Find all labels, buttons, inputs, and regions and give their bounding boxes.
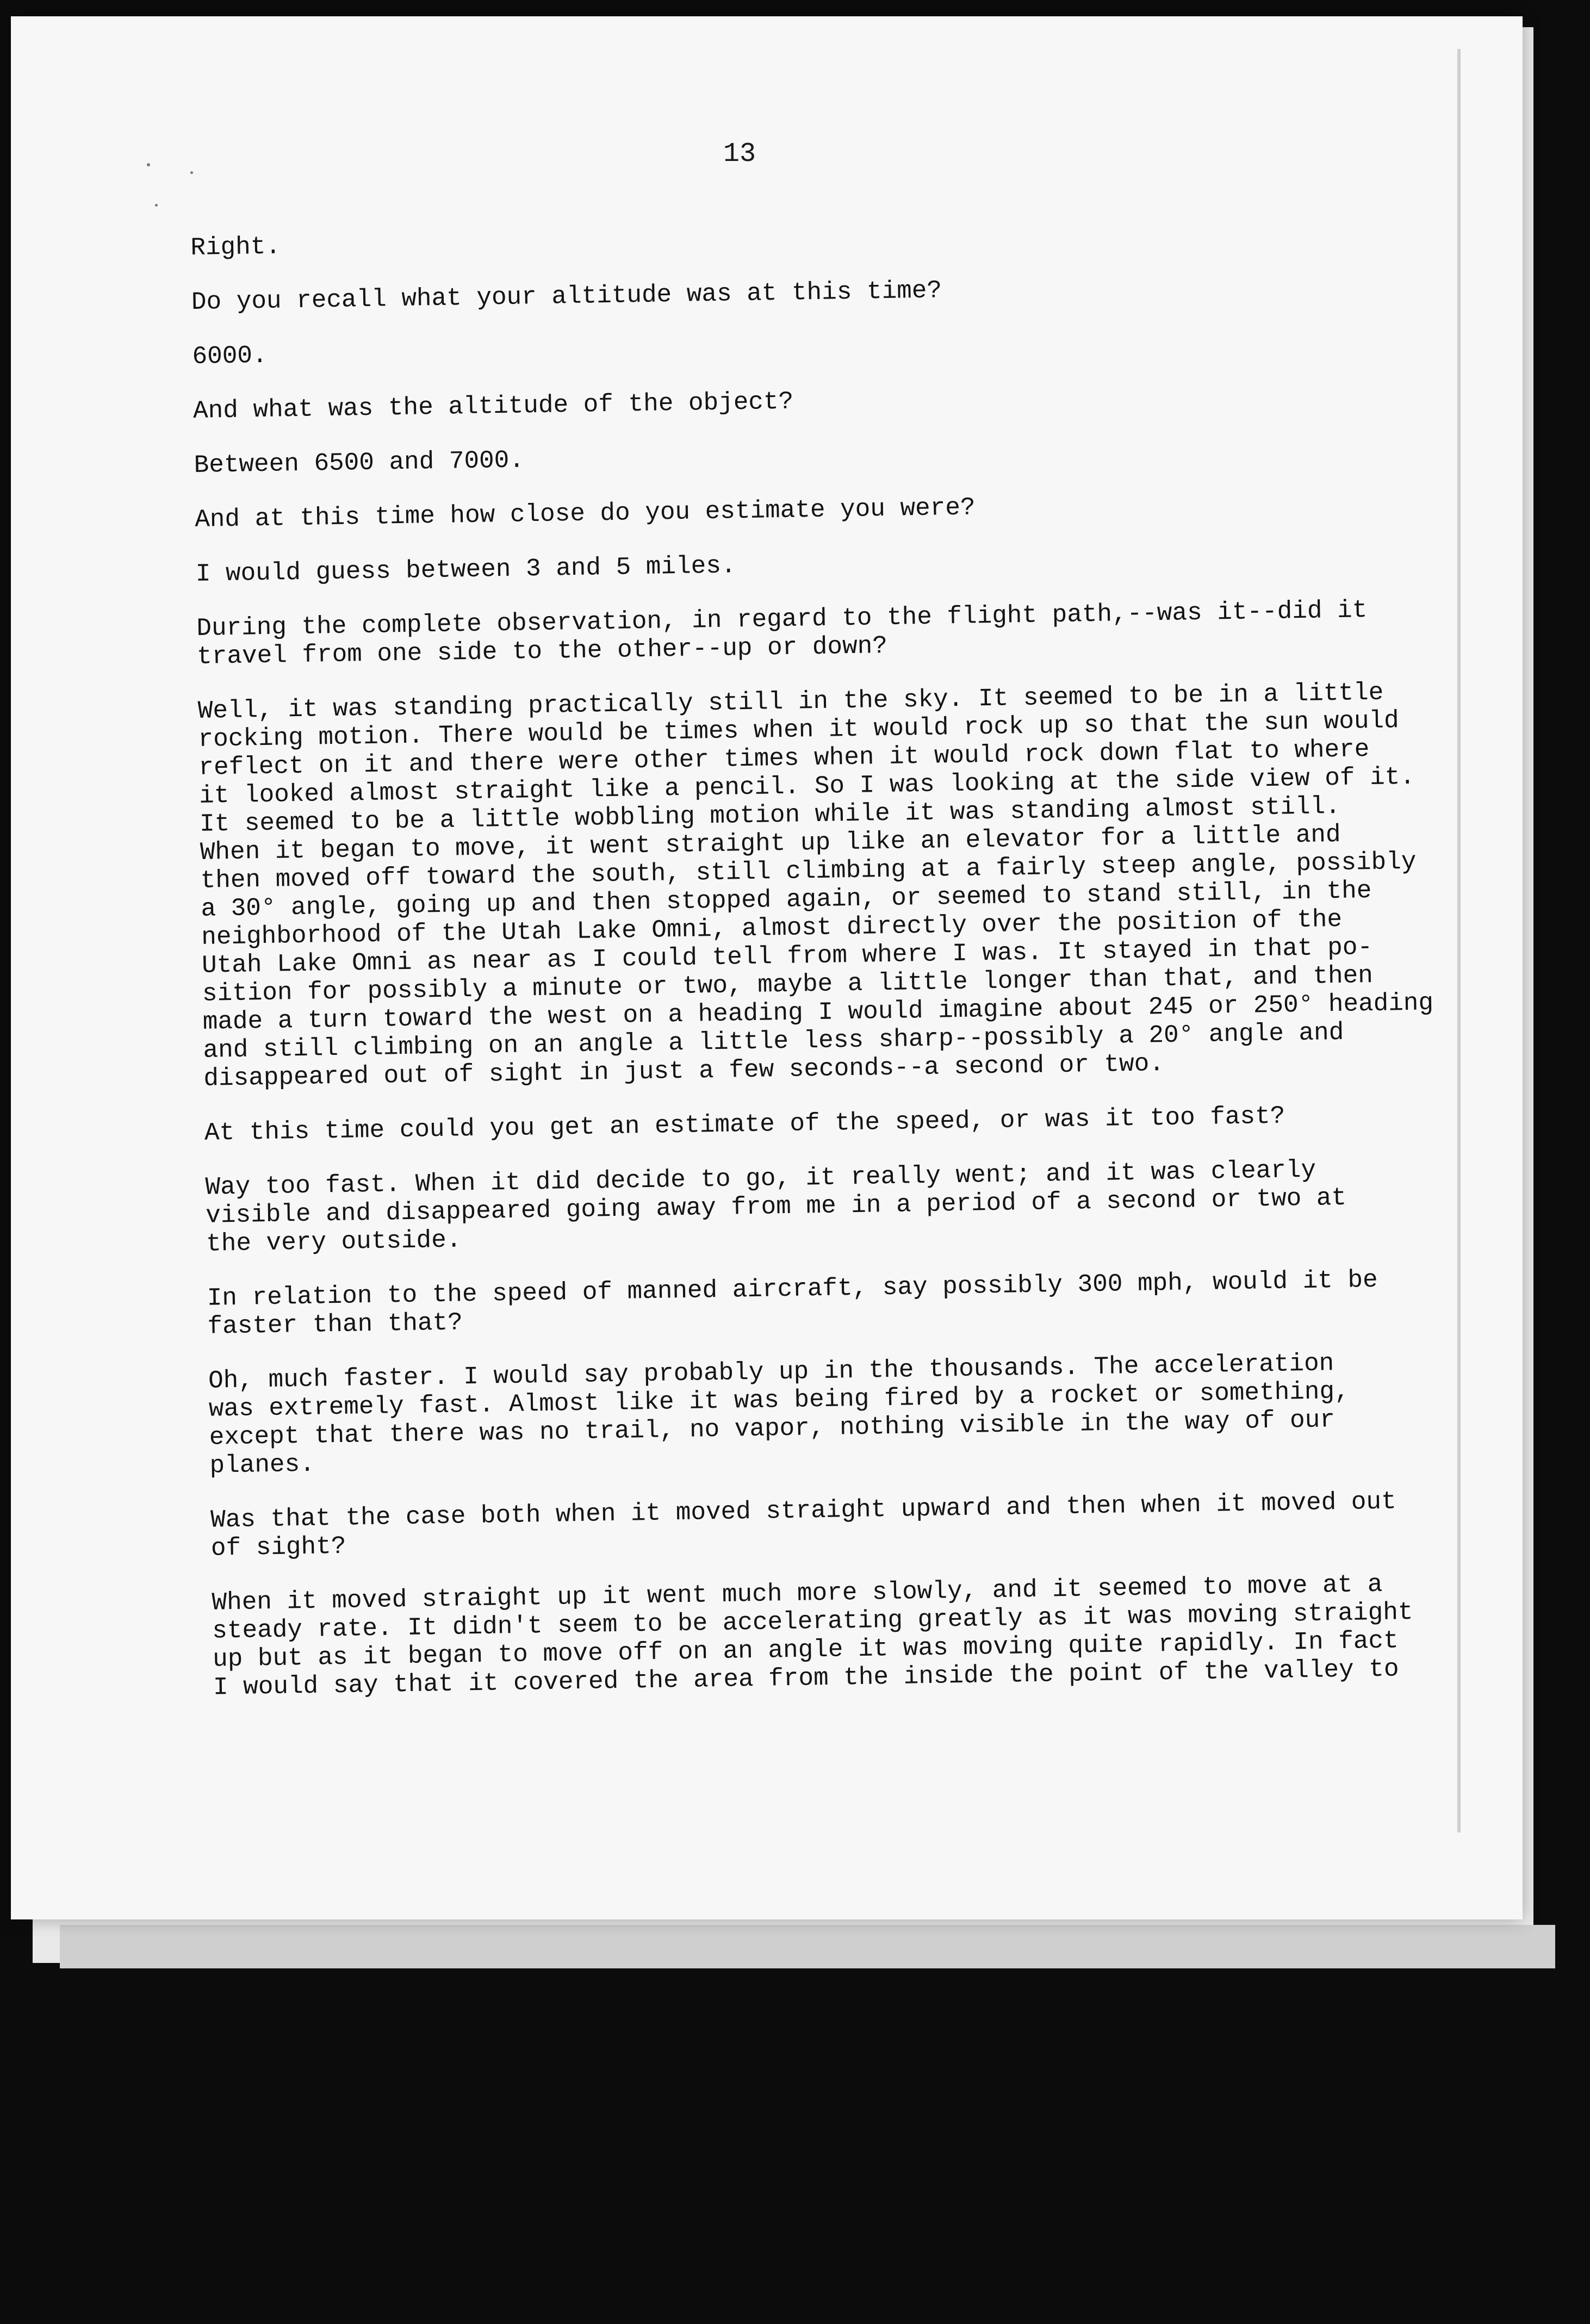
transcript-paragraph: Right.: [190, 232, 281, 262]
page-number: 13: [723, 139, 756, 170]
transcript-paragraph: When it moved straight up it went much more slowly, and it seemed to move at a steady rate. It didn't seem to be accelerating greatly as it was moving straight up but as it began to move off on an angle it was moving quite rapidly. In fact I would say that it covered the area from the inside the point of the valley to: [212, 1570, 1413, 1702]
document-page: [11, 16, 1523, 1919]
transcript-paragraph: Well, it was standing practically still in the sky. It seemed to be in a little rocking motion. There would be times when it would rock up so that the sun would reflect on it and there were other times when it would rock down flat to where it looked almost straight like a pencil. So I was looking at the side view of it. It seemed to be a little wobbling motion while it was standing almost still. When it began to move, it went straight up like an elevator for a little and then moved off toward the south, still climbing at a fairly steep angle, possibly a 30° angle, going up and then stopped again, or seemed to stand still, in the neighborhood of the Utah Lake Omni, almost directly over the position of the Utah Lake Omni as near as I could tell from where I was. It stayed in that po- sition for possibly a minute or two, maybe a little longer than that, and then made a turn toward the west on a heading I would imagine about 245 or 250° heading and still climbing on an angle a little less sharp--possibly a 20° angle and disappeared out of sight in just a few seconds--a second or two.: [197, 678, 1434, 1093]
page-speck: [190, 171, 193, 174]
transcript-paragraph: At this time could you get an estimate of the speed, or was it too fast?: [204, 1102, 1285, 1147]
transcript-paragraph: During the complete observation, in regard to the flight path,--was it--did it travel from one side to the other--up or down?: [196, 596, 1368, 671]
backing-sheet-edge: [60, 1925, 1555, 1968]
transcript-paragraph: Was that the case both when it moved straight upward and then when it moved out of sight?: [210, 1487, 1397, 1563]
page-speck: [155, 204, 158, 207]
transcript-paragraph: And what was the altitude of the object?: [192, 387, 794, 425]
transcript-paragraph: I would guess between 3 and 5 miles.: [195, 551, 736, 588]
transcript-paragraph: Oh, much faster. I would say probably up in the thousands. The acceleration was extremely fast. Almost like it was being fired by a rocket or something, except that there was no trail, no vapor, nothing visible in the way of our planes.: [208, 1349, 1350, 1480]
transcript-paragraph: And at this time how close do you estimate you were?: [194, 493, 976, 534]
transcript-paragraph: Do you recall what your altitude was at this time?: [191, 276, 942, 316]
transcript-paragraph: Way too fast. When it did decide to go, it really went; and it was clearly visible and disappeared going away from me in a period of a second or two at the very outside.: [205, 1155, 1347, 1258]
transcript-paragraph: Between 6500 and 7000.: [194, 446, 525, 480]
transcript-paragraph: In relation to the speed of manned aircraft, say possibly 300 mph, would it be faster than that?: [207, 1265, 1378, 1341]
transcript-body: [190, 214, 1464, 1728]
transcript-paragraph: 6000.: [192, 341, 268, 371]
page-speck: [147, 163, 150, 166]
